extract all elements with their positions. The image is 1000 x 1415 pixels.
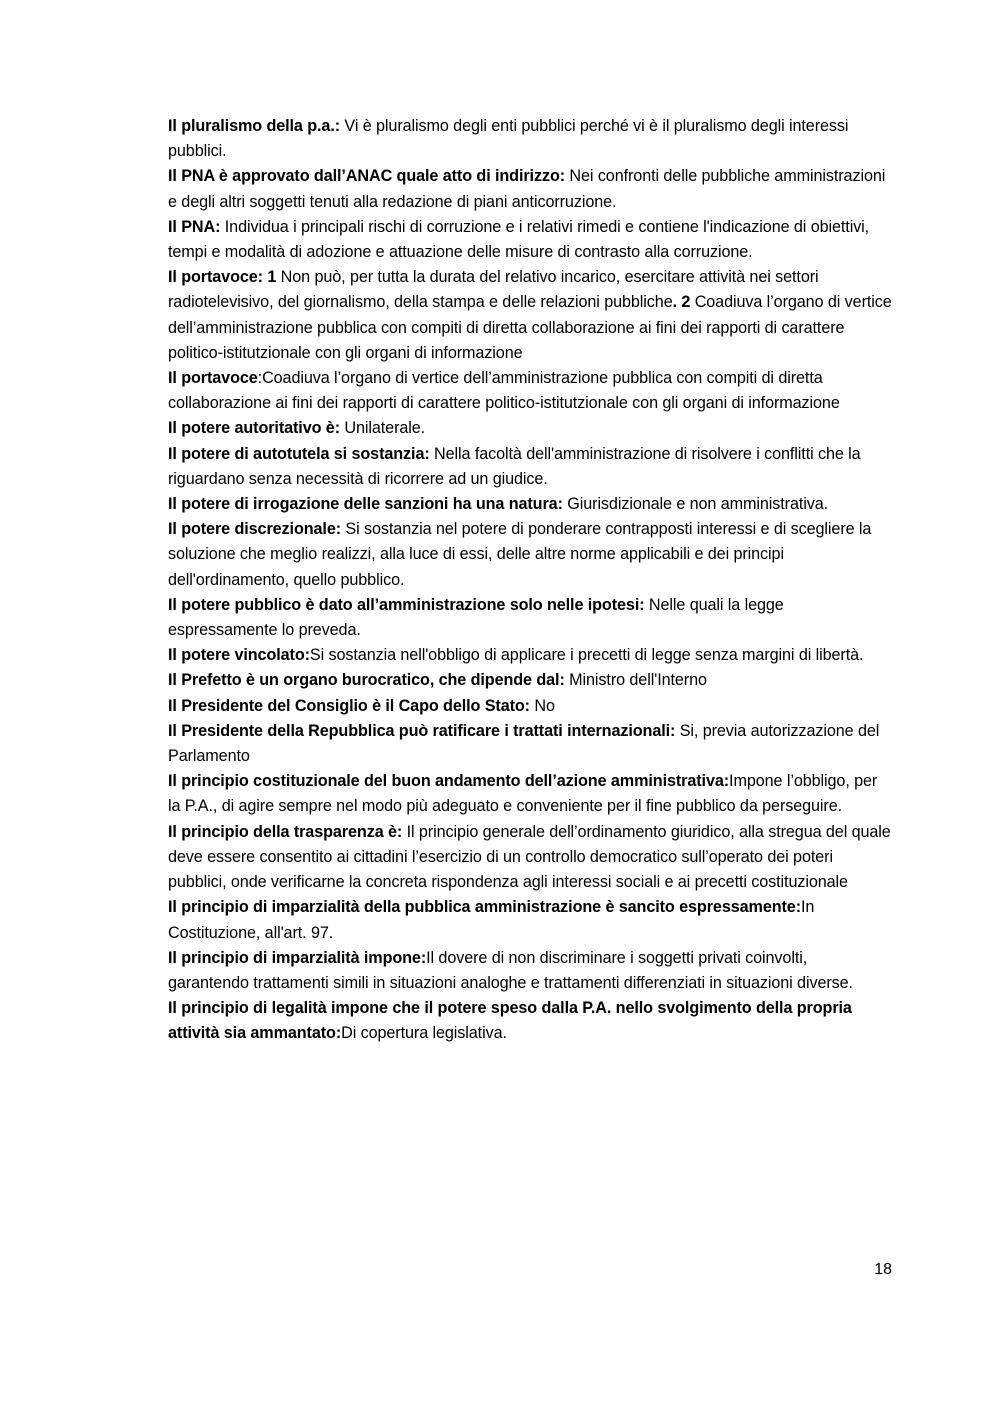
entry-potere-pubblico [168,593,892,643]
entry-answer: Non può, per tutta la durata del relativo incarico, esercitare attività nei settori radiotelevisivo, del giornalismo, della stampa e delle relazioni pubbliche [168,268,819,312]
entry-question: Il potere di autotutela si sostanzia: [168,444,430,463]
entry-pna-approvato [168,164,892,214]
entry-potere-autoritativo [168,416,892,441]
entry-question: Il Presidente della Repubblica può ratificare i trattati internazionali: [168,721,676,740]
entry-answer: Individua i principali rischi di corruzione e i relativi rimedi e contiene l'indicazione di obiettivi, tempi e modalità di adozione e attuazione delle misure di contrasto alla corruzione. [168,217,870,262]
page-content [168,114,892,1047]
entry-question: Il portavoce: 1 [168,268,277,287]
entry-legalita [168,996,892,1046]
entry-presidente-consiglio [168,694,892,719]
entry-potere-vincolato [168,643,892,668]
entry-question: Il portavoce [168,369,258,388]
entry-answer: Nella facoltà dell'amministrazione di risolvere i conflitti che la riguardano senza necessità di ricorrere ad un giudice. [168,444,861,488]
entry-question: Il principio della trasparenza è: [168,822,403,841]
entry-answer: Il dovere di non discriminare i soggetti privati coinvolti, garantendo trattamenti simili in situazioni analoghe e trattamenti differenziati in situazioni diverse. [168,948,853,992]
entry-question: Il principio di imparzialità impone: [168,948,427,967]
entry-prefetto [168,668,892,693]
entry-question: Il potere pubblico è dato all’amministrazione solo nelle ipotesi: [168,595,645,614]
entry-answer: Nelle quali la legge espressamente lo preveda. [168,595,784,640]
entry-answer: In Costituzione, all'art. 97. [168,898,815,942]
entry-answer: Nei confronti delle pubbliche amministrazioni e degli altri soggetti tenuti alla redazione di piani anticorruzione. [168,167,886,211]
entry-answer: Di copertura legislativa. [341,1024,507,1043]
entry-question: Il pluralismo della p.a.: [168,117,341,135]
entry-potere-discrezionale [168,517,892,593]
entry-answer: Impone l’obbligo, per la P.A., di agire sempre nel modo più adeguato e conveniente per il fine pubblico da perseguire. [168,772,878,816]
entry-portavoce-2 [168,366,892,416]
entry-answer: No [529,696,555,715]
entry-portavoce-1 [168,265,892,366]
entry-question: Il Presidente del Consiglio è il Capo dello Stato: [168,696,530,715]
entry-question: Il principio di imparzialità della pubblica amministrazione è sancito espressamente: [168,898,801,917]
entry-answer: Giurisdizionale e non amministrativa. [562,495,829,514]
entry-answer: Unilaterale. [340,419,426,438]
entry-answer: :Coadiuva l’organo di vertice dell’amministrazione pubblica con compiti di diretta collaborazione ai fini dei rapporti di carattere politico-istitutzionale con gli organi di informazione [168,369,840,413]
entry-answer: Ministro dell'Interno [564,671,707,690]
entry-answer-part-2: Coadiuva l’organo di vertice dell’amministrazione pubblica con compiti di diretta collaborazione ai fini dei rapporti di carattere politico-istitutzionale con gli organi di informazione [168,293,892,362]
entry-question-part-2: . 2 [672,293,691,312]
entry-question: Il potere autoritativo è: [168,419,340,438]
entry-potere-autotutela [168,442,892,492]
entry-potere-irrogazione [168,492,892,517]
entry-question: Il PNA è approvato dall’ANAC quale atto di indirizzo: [168,167,566,186]
entry-answer: Si sostanzia nel potere di ponderare contrapposti interessi e di scegliere la soluzione che meglio realizzi, alla luce di essi, delle altre norme applicabili e dei principi dell'ordinamento, quello pubblico. [168,520,872,589]
entry-answer: Si sostanzia nell'obbligo di applicare i precetti di legge senza margini di libertà. [309,646,864,665]
entry-question: Il principio di legalità impone che il potere speso dalla P.A. nello svolgimento della propria attività sia ammantato: [168,999,852,1043]
entry-question: Il principio costituzionale del buon andamento dell’azione amministrativa: [168,772,730,791]
entry-answer: Vi è pluralismo degli enti pubblici perché vi è il pluralismo degli interessi pubblici. [168,117,849,161]
entry-buon-andamento [168,769,892,819]
entry-imparzialita-impone [168,946,892,996]
entry-presidente-repubblica [168,719,892,769]
entry-pna [168,215,892,265]
entry-question: Il Prefetto è un organo burocratico, che dipende dal: [168,671,565,690]
page-number: 18 [874,1261,892,1278]
entry-imparzialita-sancito [168,895,892,945]
entry-question: Il potere vincolato: [168,646,310,665]
entry-pluralismo [168,114,892,164]
entry-question: Il PNA: [168,217,221,236]
entry-trasparenza [168,820,892,896]
entry-answer: Si, previa autorizzazione del Parlamento [168,721,880,766]
entry-question: Il potere discrezionale: [168,520,342,539]
entry-question: Il potere di irrogazione delle sanzioni ha una natura: [168,495,563,514]
entry-answer: Il principio generale dell’ordinamento giuridico, alla stregua del quale deve essere consentito ai cittadini l’esercizio di un controllo democratico sull’operato dei poteri pubblici, onde verificarne la concreta rispondenza agli interessi sociali e ai precetti costituzionale [168,822,891,892]
